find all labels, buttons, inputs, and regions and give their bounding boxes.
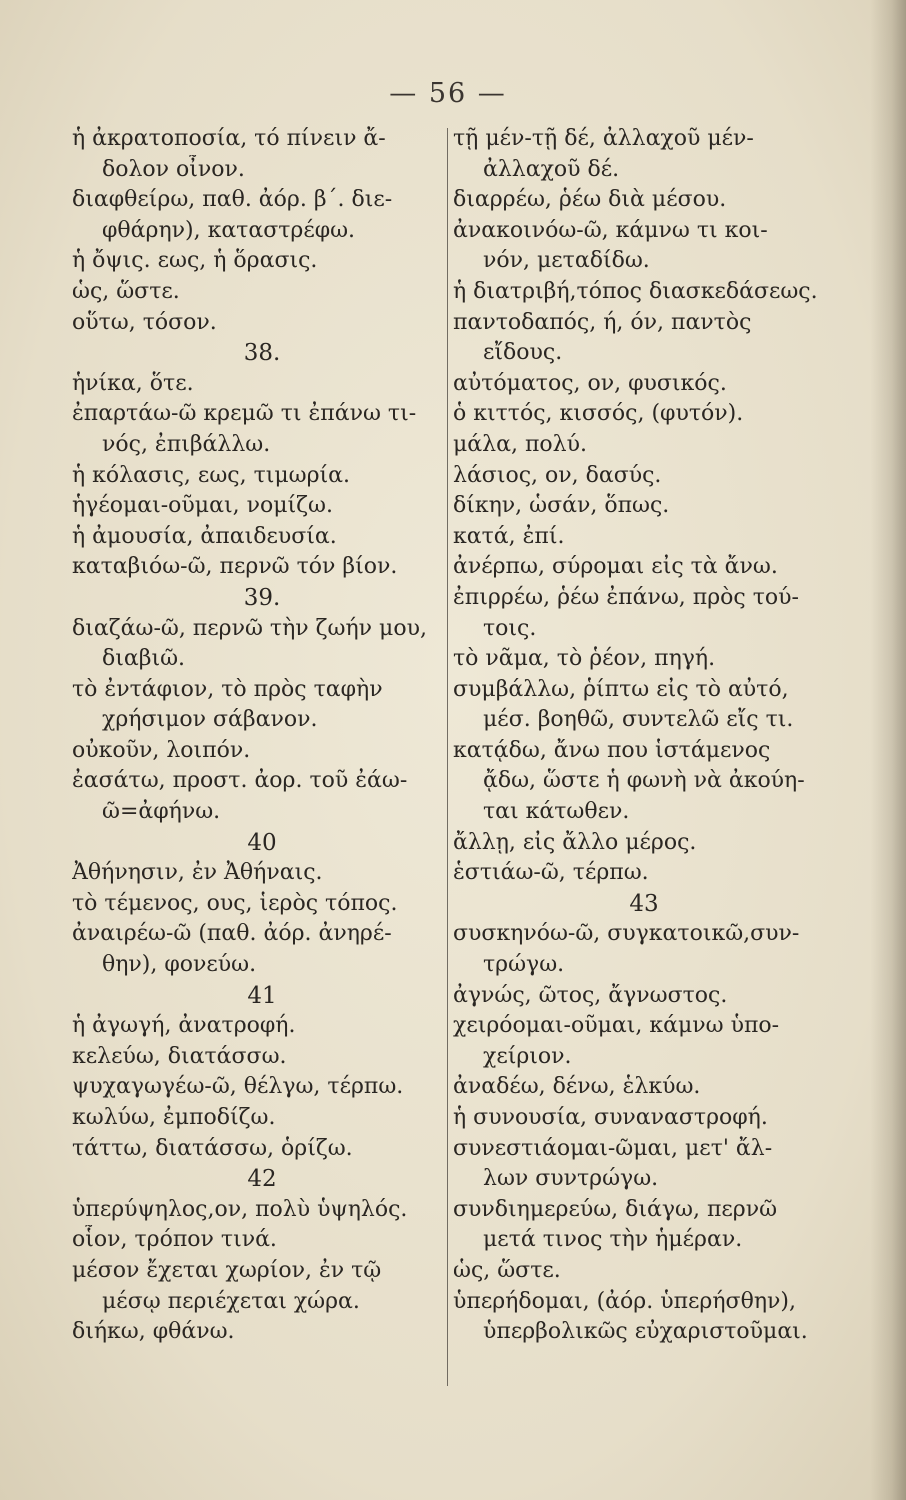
glossary-line: θην), φονεύω. [102, 952, 257, 978]
glossary-line: χειρόομαι-οῦμαι, κάμνω ὑπο- [453, 1013, 780, 1039]
section-number: 41 [247, 982, 277, 1009]
glossary-line: ἀνακοινόω-ῶ, κάμνω τι κοι- [453, 217, 768, 243]
glossary-line: τοις. [483, 615, 537, 641]
glossary-line: κατά, ἐπί. [453, 523, 565, 549]
section-number: 42 [247, 1166, 277, 1193]
glossary-line: ῶ=ἀφήνω. [102, 799, 221, 825]
glossary-line: ἡ συνουσία, συναναστροφή. [453, 1105, 768, 1130]
glossary-line: κελεύω, διατάσσω. [72, 1043, 287, 1069]
glossary-line: χείριον. [483, 1043, 572, 1069]
glossary-line: τῇ μέν-τῇ δέ, ἀλλαχοῦ μέν- [453, 126, 754, 151]
glossary-line: οἷον, τρόπον τινά. [72, 1227, 277, 1253]
glossary-line: ἡ κόλασις, εως, τιμωρία. [72, 462, 351, 488]
glossary-line: τρώγω. [483, 952, 565, 978]
glossary-line: ἡ ὄψις. εως, ἡ ὅρασις. [72, 248, 318, 274]
glossary-line: καταβιόω-ῶ, περνῶ τόν βίον. [72, 554, 398, 580]
glossary-line: μετά τινος τὴν ἡμέραν. [483, 1227, 743, 1253]
glossary-line: τὸ τέμενος, ους, ἱερὸς τόπος. [72, 890, 398, 916]
glossary-line: Ἀθήνησιν, ἐν Ἀθήναις. [72, 860, 323, 886]
glossary-line: δολον οἶνον. [102, 156, 245, 182]
glossary-line: ἀγνώς, ῶτος, ἄγνωστος. [453, 982, 728, 1008]
glossary-line: ἐασάτω, προστ. ἀορ. τοῦ ἐάω- [72, 768, 408, 794]
glossary-line: δίκην, ὡσάν, ὅπως. [453, 493, 670, 519]
glossary-line: ὑπερβολικῶς εὐχαριστοῦμαι. [483, 1319, 808, 1345]
glossary-line: ται κάτωθεν. [483, 799, 630, 825]
glossary-line: χρήσιμον σάβανον. [102, 707, 318, 733]
glossary-line: εἴδους. [483, 340, 563, 366]
section-number: 39. [243, 584, 281, 611]
glossary-line: ἄλλῃ, εἰς ἄλλο μέρος. [453, 829, 697, 855]
glossary-line: ἑστιάω-ῶ, τέρπω. [453, 860, 649, 886]
section-number: 40 [247, 829, 277, 856]
glossary-line: φθάρην), καταστρέφω. [102, 217, 356, 243]
glossary-line: μέσον ἔχεται χωρίον, ἐν τῷ [72, 1257, 382, 1283]
glossary-line: νός, ἐπιβάλλω. [102, 431, 271, 457]
glossary-line: τὸ νᾶμα, τὸ ῥέον, πηγή. [453, 646, 716, 672]
glossary-line: ὑπερύψηλος,ον, πολὺ ὑψηλός. [72, 1196, 408, 1222]
section-number: 38. [243, 340, 281, 367]
glossary-line: διαζάω-ῶ, περνῶ τὴν ζωήν μου, [72, 615, 427, 641]
glossary-line: ἡ ἀκρατοποσία, τό πίνειν ἄ- [72, 126, 386, 151]
glossary-line: διαβιῶ. [102, 646, 186, 672]
left-column [72, 124, 452, 1348]
glossary-line: ἀλλαχοῦ δέ. [483, 156, 620, 182]
glossary-line: διαρρέω, ῥέω διὰ μέσου. [453, 187, 727, 213]
glossary-line: διαφθείρω, παθ. ἀόρ. β΄. διε- [72, 187, 393, 213]
glossary-line: οὕτω, τόσον. [72, 309, 217, 335]
glossary-line: μέσ. βοηθῶ, συντελῶ εἴς τι. [483, 707, 794, 733]
glossary-line: ὡς, ὥστε. [453, 1257, 561, 1283]
glossary-line: συνδιημερεύω, διάγω, περνῶ [453, 1196, 778, 1222]
column-divider [447, 128, 448, 1386]
glossary-line: παντοδαπός, ή, όν, παντὸς [453, 309, 752, 335]
glossary-line: οὐκοῦν, λοιπόν. [72, 737, 251, 763]
glossary-line: συμβάλλω, ῥίπτω εἰς τὸ αὐτό, [453, 676, 789, 702]
glossary-line: ἡγέομαι-οῦμαι, νομίζω. [72, 493, 333, 519]
glossary-line: συσκηνόω-ῶ, συγκατοικῶ,συν- [453, 921, 800, 947]
glossary-line: ἐπαρτάω-ῶ κρεμῶ τι ἐπάνω τι- [72, 401, 417, 427]
glossary-line: ἀνέρπω, σύρομαι εἰς τὰ ἄνω. [453, 554, 778, 580]
glossary-line: ἐπιρρέω, ῥέω ἐπάνω, πρὸς τού- [453, 584, 799, 610]
glossary-line: λων συντρώγω. [483, 1166, 659, 1192]
glossary-line: ὁ κιττός, κισσός, (φυτόν). [453, 401, 744, 427]
glossary-line: τὸ ἐντάφιον, τὸ πρὸς ταφὴν [72, 676, 383, 702]
glossary-line: ᾄδω, ὥστε ἡ φωνὴ νὰ ἀκούη- [483, 768, 805, 794]
glossary-line: ἀναδέω, δένω, ἑλκύω. [453, 1074, 701, 1100]
glossary-line: ἀναιρέω-ῶ (παθ. ἀόρ. ἀνηρέ- [72, 921, 392, 947]
glossary-line: κωλύω, ἐμποδίζω. [72, 1105, 276, 1130]
glossary-line: διήκω, φθάνω. [72, 1319, 235, 1345]
glossary-line: ἡ διατριβή,τόπος διασκεδάσεως. [453, 278, 818, 304]
glossary-line: μάλα, πολύ. [453, 431, 587, 457]
glossary-line: ψυχαγωγέω-ῶ, θέλγω, τέρπω. [72, 1074, 404, 1100]
glossary-line: ὡς, ὥστε. [72, 278, 180, 304]
section-number: 43 [629, 890, 659, 917]
right-column [453, 124, 835, 1348]
glossary-line: ἡνίκα, ὅτε. [72, 370, 194, 396]
page-edge-shadow [870, 0, 906, 1500]
glossary-line: ἡ ἀμουσία, ἀπαιδευσία. [72, 523, 337, 549]
glossary-line: ἡ ἀγωγή, ἀνατροφή. [72, 1013, 296, 1039]
glossary-line: νόν, μεταδίδω. [483, 248, 650, 274]
glossary-line: αὐτόματος, ον, φυσικός. [453, 370, 727, 396]
glossary-line: τάττω, διατάσσω, ὁρίζω. [72, 1135, 353, 1161]
glossary-line: ὑπερήδομαι, (ἀόρ. ὑπερήσθην), [453, 1288, 796, 1314]
glossary-line: κατᾴδω, ἄνω που ἱστάμενος [453, 737, 771, 763]
glossary-line: συνεστιάομαι-ῶμαι, μετ' ἄλ- [453, 1135, 773, 1161]
glossary-line: λάσιος, ον, δασύς. [453, 462, 662, 488]
page-number: — 56 — [389, 78, 507, 109]
glossary-line: μέσῳ περιέχεται χώρα. [102, 1288, 360, 1314]
